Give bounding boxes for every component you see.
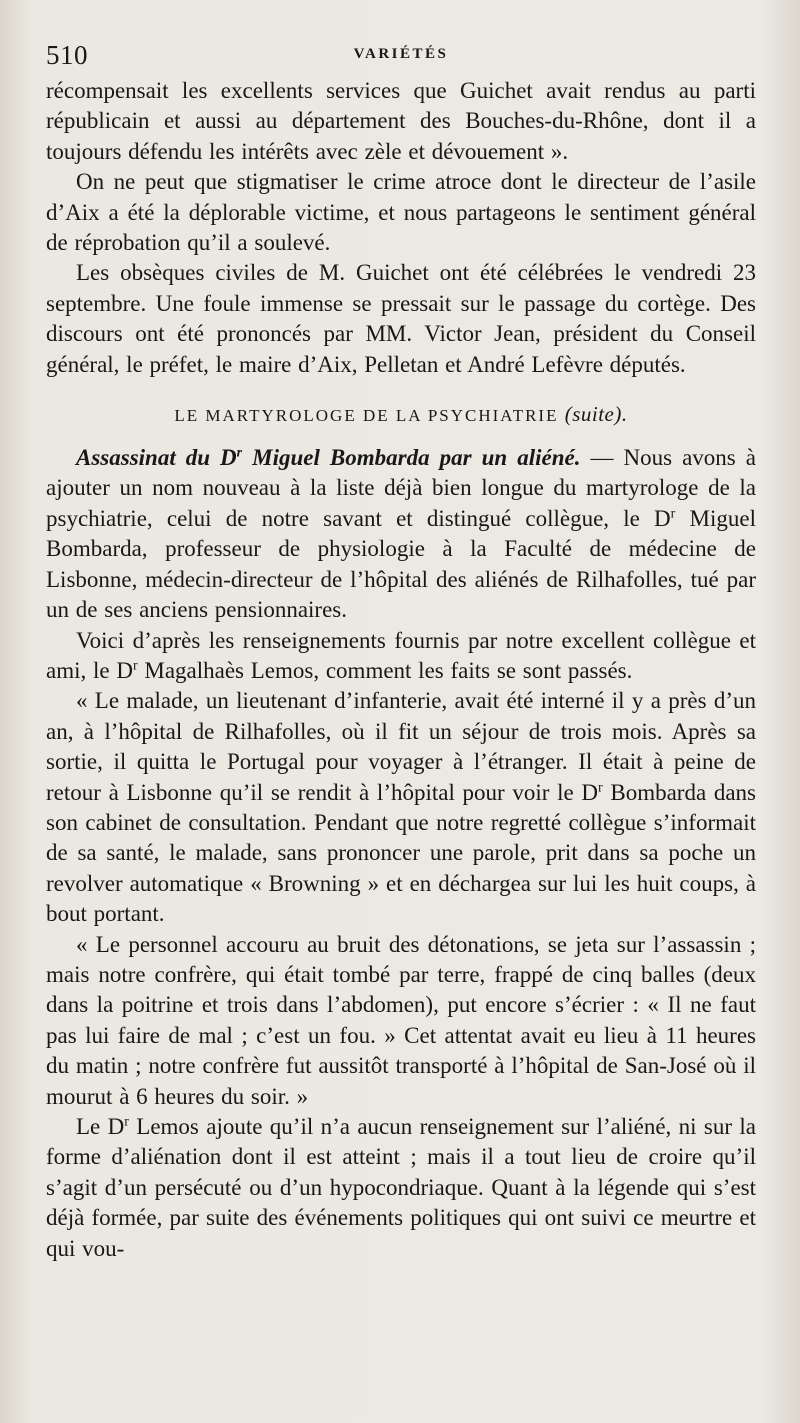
sources-sup: r	[132, 658, 138, 674]
page-number: 510	[46, 40, 88, 70]
lead-body-b: Miguel Bombarda, professeur de physiologie à la Faculté de médecine de Lisbonne, médecin-directeur de l’hôpital des aliénés de Rilhafolles, tué par un de ses anciens pensionnaires.	[46, 505, 756, 623]
paragraph-funeral: Les obsèques civiles de M. Guichet ont été célébrées le vendredi 23 septembre. Une foule immense se pressait sur le passage du cortège. Des discours ont été prononcés par MM. Victor Jean, président du Conseil général, le préfet, le maire d’Aix, Pelletan et André Lefèvre députés.	[46, 260, 756, 377]
page-header	[46, 34, 756, 76]
lead-body-sup: r	[670, 506, 676, 522]
lead-title-part-b: Miguel Bombarda par un aliéné.	[242, 445, 581, 471]
running-title: VARIÉTÉS	[353, 46, 449, 62]
account-1-b: Bombarda dans son cabinet de consultation. Pendant que notre regretté collègue s’informait de sa santé, le malade, sans prononcer une parole, prit dans sa poche un revolver automatique « Browning » et en déchargea sur lui les huit coups, à bout portant.	[46, 779, 756, 927]
article-lead-title	[76, 445, 580, 470]
lead-title-sup: r	[236, 445, 243, 461]
lead-body-a: — Nous avons à ajouter un nom nouveau à la liste déjà bien longue du martyrologe de la psychiatrie, celui de notre savant et distingué collègue, le D	[46, 445, 756, 531]
section-heading-title: LE MARTYROLOGE DE LA PSYCHIATRIE	[174, 406, 559, 426]
lead-title-part-a: Assassinat du D	[76, 445, 237, 471]
account-1-sup: r	[598, 779, 603, 795]
lemos-sup: r	[124, 1114, 129, 1130]
lemos-b: Lemos ajoute qu’il n’a aucun renseignement sur l’aliéné, ni sur la forme d’aliénation dont il est atteint ; mais il a tout lieu de croire qu’il s’agit d’un persécuté ou d’un hypocondriaque. Quant à la légende qui s’est déjà formée, par suite des événements politiques qui ont suivi ce meurtre et qui vou-	[46, 1114, 756, 1261]
paragraph-sources	[46, 626, 756, 687]
paragraph-account-2: « Le personnel accouru au bruit des détonations, se jeta sur l’assassin ; mais notre confrère, qui était tombé par terre, frappé de cinq balles (deux dans la poitrine et trois dans l’abdomen), put encore s’écrier : « Il ne faut pas lui faire de mal ; c’est un fou. » Cet attentat avait eu lieu à 11 heures du matin ; notre confrère fut aussitôt transporté à l’hôpital de San-José où il mourut à 6 heures du soir. »	[46, 931, 756, 1109]
section-heading-suffix: (suite).	[564, 402, 628, 427]
lemos-a: Le D	[76, 1114, 125, 1139]
paragraph-assassination-lead	[46, 443, 756, 625]
paragraph-lemos	[46, 1112, 756, 1264]
sources-b: Magalhaès Lemos, comment les faits se sont passés.	[137, 657, 633, 683]
account-1-a: « Le malade, un lieutenant d’infanterie, avait été interné il y a près d’un an, à l’hôpital de Rilhafolles, où il fit un séjour de trois mois. Après sa sortie, il quitta le Portugal pour voyager à l’étranger. Il était à peine de retour à Lisbonne qu’il se rendit à l’hôpital pour voir le D	[46, 688, 756, 805]
paragraph-continuation: récompensait les excellents services que Guichet avait rendus au parti républicain et aussi au département des Bouches-du-Rhône, dont il a toujours défendu les intérêts avec zèle et dévouement ».	[46, 78, 756, 164]
sources-a: Voici d’après les renseignements fournis par notre excellent collègue et ami, le D	[46, 627, 756, 683]
section-heading	[46, 402, 756, 427]
paragraph-account-1	[46, 686, 756, 929]
paragraph-crime-condemnation: On ne peut que stigmatiser le crime atroce dont le directeur de l’asile d’Aix a été la déplorable victime, et nous partageons le sentiment général de réprobation qu’il a soulevé.	[46, 169, 756, 256]
